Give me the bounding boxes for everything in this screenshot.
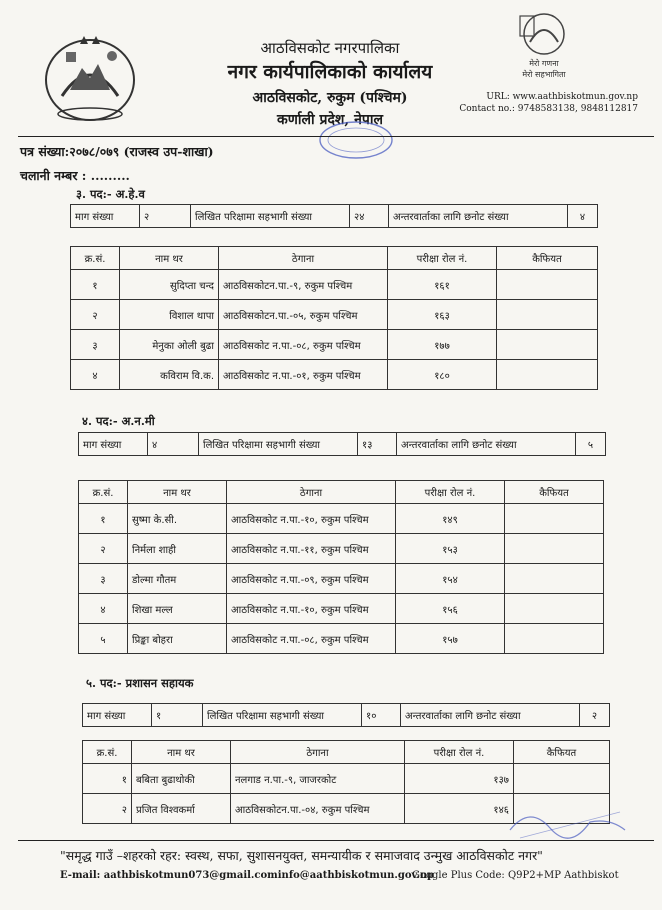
- written-label: लिखित परिक्षामा सहभागी संख्या: [191, 205, 350, 228]
- row-address: आठविसकोट न.पा.-१०, रुकुम पश्चिम: [227, 504, 396, 534]
- footer-slogan: "समृद्ध गाउँ –शहरको रहर: स्वस्थ, सफा, सुशासनयुक्त, समन्यायीक र समाजवाद उन्मुख आठविसकोट नगर": [60, 848, 543, 863]
- office-province: कर्णाली प्रदेश, नेपाल: [277, 112, 383, 128]
- row-roll: १६३: [388, 300, 497, 330]
- col-name: नाम थर: [128, 481, 227, 504]
- row-name: मेनुका ओली बुढा: [120, 330, 219, 360]
- demand-label: माग संख्या: [83, 704, 152, 727]
- nepal-emblem-icon: [40, 30, 140, 125]
- col-roll: परीक्षा रोल नं.: [405, 741, 514, 764]
- row-roll: १५३: [396, 534, 505, 564]
- row-sn: ४: [71, 360, 120, 390]
- col-address: ठेगाना: [219, 247, 388, 270]
- table-row: [79, 504, 604, 534]
- meri-ganana-logo-icon: [512, 8, 576, 88]
- footer-plus-code: Google Plus Code: Q9P2+MP Aathbiskot: [412, 870, 619, 881]
- row-remark: [505, 504, 604, 534]
- logo-text-2: मेरो सहभागिता: [522, 70, 566, 79]
- row-sn: १: [79, 504, 128, 534]
- row-remark: [497, 270, 598, 300]
- col-remark: कैफियत: [514, 741, 610, 764]
- written-label: लिखित परिक्षामा सहभागी संख्या: [199, 433, 358, 456]
- row-roll: १३७: [405, 764, 514, 794]
- candidates-table: [70, 246, 598, 390]
- row-remark: [505, 594, 604, 624]
- row-sn: ३: [79, 564, 128, 594]
- office-title: नगर कार्यपालिकाको कार्यालय: [227, 61, 433, 83]
- footer-email: E-mail: aathbiskotmun073@gmail.cominfo@aathbiskotmun.gov.np: [60, 870, 435, 881]
- row-address: आठविसकोटन.पा.-९, रुकुम पश्चिम: [219, 270, 388, 300]
- row-name: बबिता बुढाथोकी: [132, 764, 231, 794]
- row-remark: [497, 360, 598, 390]
- written-label: लिखित परिक्षामा सहभागी संख्या: [203, 704, 362, 727]
- org-name: आठविसकोट नगरपालिका: [260, 39, 400, 57]
- row-roll: १५४: [396, 564, 505, 594]
- contact-numbers: Contact no.: 9748583138, 9848112817: [459, 104, 638, 114]
- demand-label: माग संख्या: [79, 433, 148, 456]
- interview-label: अन्तरवार्ताका लागि छनोट संख्या: [397, 433, 576, 456]
- col-roll: परीक्षा रोल नं.: [396, 481, 505, 504]
- dispatch-number: चलानी नम्बर : .........: [20, 168, 130, 183]
- written-value: १३: [358, 433, 397, 456]
- row-remark: [497, 330, 598, 360]
- row-sn: ३: [71, 330, 120, 360]
- summary-table: [70, 204, 598, 228]
- footer-divider: [18, 840, 654, 841]
- row-remark: [505, 624, 604, 654]
- col-sn: क्र.सं.: [83, 741, 132, 764]
- written-value: २४: [350, 205, 389, 228]
- table-row: [71, 330, 598, 360]
- table-row: [83, 764, 610, 794]
- office-address: आठविसकोट, रुकुम (पश्चिम): [252, 90, 408, 106]
- interview-value: ५: [576, 433, 606, 456]
- interview-value: ४: [568, 205, 598, 228]
- col-address: ठेगाना: [227, 481, 396, 504]
- row-name: कविराम वि.क.: [120, 360, 219, 390]
- row-address: आठविसकोटन.पा.-०४, रुकुम पश्चिम: [231, 794, 405, 824]
- row-address: आठविसकोट न.पा.-०८, रुकुम पश्चिम: [227, 624, 396, 654]
- logo-text-1: मेरो गणना: [529, 59, 559, 68]
- row-name: प्रजित विश्वकर्मा: [132, 794, 231, 824]
- row-remark: [505, 564, 604, 594]
- row-sn: १: [83, 764, 132, 794]
- office-stamp-icon: [315, 120, 397, 166]
- demand-value: १: [152, 704, 203, 727]
- col-name: नाम थर: [120, 247, 219, 270]
- col-name: नाम थर: [132, 741, 231, 764]
- row-remark: [514, 764, 610, 794]
- demand-label: माग संख्या: [71, 205, 140, 228]
- letter-number: पत्र संख्या:२०७८/०७९ (राजस्व उप-शाखा): [20, 144, 214, 159]
- candidates-table: [78, 480, 604, 654]
- post-heading: ५. पद:- प्रशासन सहायक: [86, 676, 194, 690]
- website-url: URL: www.aathbiskotmun.gov.np: [486, 92, 638, 102]
- row-name: सुदिप्ता चन्द: [120, 270, 219, 300]
- table-row: [79, 564, 604, 594]
- header-divider: [18, 136, 654, 137]
- post-heading: ४. पद:- अ.न.मी: [82, 414, 155, 428]
- row-sn: ४: [79, 594, 128, 624]
- row-address: नलगाड न.पा.-९, जाजरकोट: [231, 764, 405, 794]
- summary-table: [82, 703, 610, 727]
- row-address: आठविसकोट न.पा.-११, रुकुम पश्चिम: [227, 534, 396, 564]
- row-address: आठविसकोट न.पा.-०८, रुकुम पश्चिम: [219, 330, 388, 360]
- row-address: आठविसकोट न.पा.-१०, रुकुम पश्चिम: [227, 594, 396, 624]
- row-name: शिखा मल्ल: [128, 594, 227, 624]
- row-name: विशाल थापा: [120, 300, 219, 330]
- col-remark: कैफियत: [497, 247, 598, 270]
- table-row: [79, 624, 604, 654]
- col-remark: कैफियत: [505, 481, 604, 504]
- interview-label: अन्तरवार्ताका लागि छनोट संख्या: [389, 205, 568, 228]
- signature-stamp-icon: [500, 800, 630, 845]
- row-roll: १४९: [396, 504, 505, 534]
- row-name: सुष्मा के.सी.: [128, 504, 227, 534]
- written-value: १०: [362, 704, 401, 727]
- table-row: [71, 360, 598, 390]
- demand-value: ४: [148, 433, 199, 456]
- row-name: प्रिङ्का बोहरा: [128, 624, 227, 654]
- row-sn: २: [71, 300, 120, 330]
- table-row: [71, 270, 598, 300]
- col-address: ठेगाना: [231, 741, 405, 764]
- row-remark: [497, 300, 598, 330]
- row-name: डोल्मा गौतम: [128, 564, 227, 594]
- table-row: [79, 594, 604, 624]
- demand-value: २: [140, 205, 191, 228]
- table-row: [79, 534, 604, 564]
- interview-label: अन्तरवार्ताका लागि छनोट संख्या: [401, 704, 580, 727]
- col-sn: क्र.सं.: [71, 247, 120, 270]
- row-roll: १६१: [388, 270, 497, 300]
- interview-value: २: [580, 704, 610, 727]
- row-sn: २: [79, 534, 128, 564]
- col-sn: क्र.सं.: [79, 481, 128, 504]
- row-roll: १५६: [396, 594, 505, 624]
- row-remark: [505, 534, 604, 564]
- row-address: आठविसकोट न.पा.-०९, रुकुम पश्चिम: [227, 564, 396, 594]
- row-roll: १७७: [388, 330, 497, 360]
- row-name: निर्मला शाही: [128, 534, 227, 564]
- row-address: आठविसकोट न.पा.-०१, रुकुम पश्चिम: [219, 360, 388, 390]
- row-sn: १: [71, 270, 120, 300]
- row-roll: १५७: [396, 624, 505, 654]
- row-roll: १८०: [388, 360, 497, 390]
- col-roll: परीक्षा रोल नं.: [388, 247, 497, 270]
- table-row: [71, 300, 598, 330]
- row-address: आठविसकोटन.पा.-०५, रुकुम पश्चिम: [219, 300, 388, 330]
- summary-table: [78, 432, 606, 456]
- row-sn: ५: [79, 624, 128, 654]
- post-heading: ३. पद:- अ.हे.व: [76, 187, 145, 201]
- row-roll: १४६: [405, 794, 514, 824]
- row-sn: २: [83, 794, 132, 824]
